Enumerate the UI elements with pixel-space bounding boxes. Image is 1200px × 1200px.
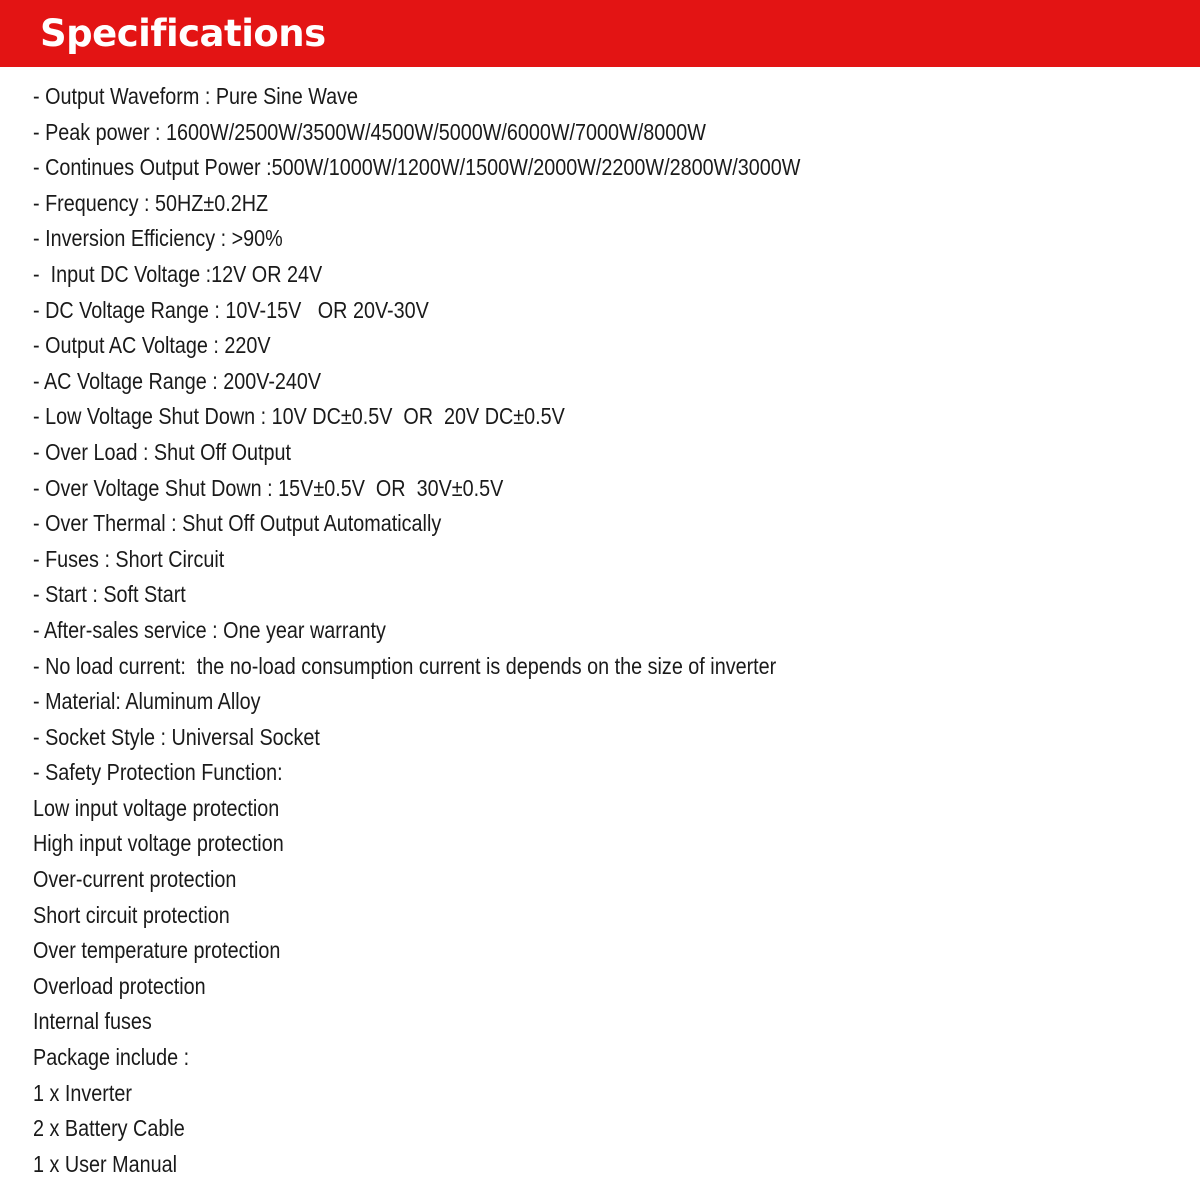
spec-list [33, 79, 1173, 1182]
spec-line: Short circuit protection [33, 901, 230, 928]
spec-line: - Continues Output Power :500W/1000W/1200W/1500W/2000W/2200W/2800W/3000W [33, 154, 801, 181]
spec-line: 2 x Battery Cable [33, 1115, 185, 1142]
spec-line: - Input DC Voltage :12V OR 24V [33, 260, 323, 287]
spec-line: Over-current protection [33, 866, 237, 893]
spec-line: - Over Thermal : Shut Off Output Automatically [33, 510, 442, 537]
spec-line: Over temperature protection [33, 937, 281, 964]
spec-line: - Output Waveform : Pure Sine Wave [33, 83, 359, 109]
spec-line: - Low Voltage Shut Down : 10V DC±0.5V OR 20V DC±0.5V [33, 403, 565, 430]
spec-line: 1 x User Manual [33, 1150, 178, 1177]
spec-line: - Over Load : Shut Off Output [33, 438, 292, 465]
spec-line: - After-sales service : One year warranty [33, 616, 386, 643]
spec-line: - Over Voltage Shut Down : 15V±0.5V OR 30V±0.5V [33, 474, 504, 501]
spec-line: - Start : Soft Start [33, 581, 186, 608]
spec-line: - AC Voltage Range : 200V-240V [33, 367, 322, 394]
spec-line: - Safety Protection Function: [33, 759, 283, 786]
page-title: Specifications [40, 12, 326, 55]
spec-line: - Material: Aluminum Alloy [33, 688, 261, 715]
spec-line: - Inversion Efficiency : >90% [33, 225, 283, 252]
spec-line: Internal fuses [33, 1008, 152, 1035]
spec-line: - Fuses : Short Circuit [33, 545, 225, 572]
spec-line: - Socket Style : Universal Socket [33, 723, 320, 750]
spec-line: - Peak power : 1600W/2500W/3500W/4500W/5000W/6000W/7000W/8000W [33, 118, 706, 145]
spec-line: Low input voltage protection [33, 794, 280, 821]
spec-line: High input voltage protection [33, 830, 284, 857]
spec-line: - DC Voltage Range : 10V-15V OR 20V-30V [33, 296, 429, 323]
spec-line: - Frequency : 50HZ±0.2HZ [33, 189, 269, 216]
spec-line: - No load current: the no-load consumption current is depends on the size of inverter [33, 652, 777, 679]
header-bar [0, 0, 1200, 67]
spec-line: - Output AC Voltage : 220V [33, 332, 271, 359]
spec-line: Overload protection [33, 972, 206, 999]
spec-line: Package include : [33, 1044, 190, 1071]
spec-line: 1 x Inverter [33, 1079, 132, 1106]
